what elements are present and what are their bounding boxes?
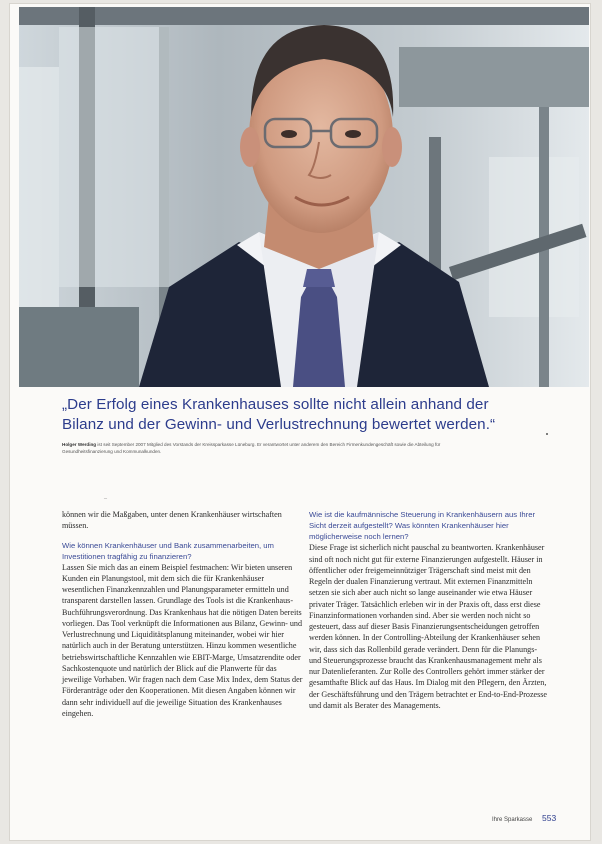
- quote-line-1: „Der Erfolg eines Krankenhauses sollte nicht allein anhand der: [62, 396, 489, 413]
- separator-mark: –: [104, 496, 107, 502]
- right-column: [309, 509, 551, 711]
- caption-name: Holger Werding: [62, 442, 97, 447]
- left-body: Lassen Sie mich das an einem Beispiel festmachen: Wir bieten unseren Kunden ein Planungstool, mit dem sich die für Krankenhäuser wesentlichen Finanzkennzahlen und Planungsparameter ermitteln und transparent darstellen lassen. Grundlage des Tools ist die Krankenhaus-Buchführungsverordnung. Das Krankenhaus hat die nötigen Daten bereits vorliegen. Das Tool verknüpft die Informationen aus Bilanz, Gewinn- und Verlustrechnung und Liquiditätsplanung miteinander, wobei wir hier natürlich auch in der Beratung unterstützen. Hinzu kommen wesentliche betriebswirtschaftliche Kennzahlen wie EBIT-Marge, Umsatzrendite oder Sachkostenquote und natürlich der Blick auf die Planwerte für das jeweilige Vorhaben. Wir fragen nach dem Case Mix Index, dem Status der Förderanträge oder den Kooperationen. Mit diesen Angaben können wir dann sehr individuell auf die jeweilige Situation des Krankenhauses eingehen.: [62, 562, 303, 718]
- page-number: 553: [542, 813, 557, 823]
- photo-caption: [62, 441, 482, 455]
- left-column: [62, 509, 304, 719]
- portrait-illustration: [19, 7, 589, 387]
- left-intro: können wir die Maßgaben, unter denen Krankenhäuser wirtschaften müssen.: [62, 510, 282, 531]
- caption-text: ist seit September 2007 Mitglied des Vorstands der Kreissparkasse Lüneburg. Er verantwortet unter anderem den Bereich Firmenkundengeschäft sowie die Abteilung für Gesundheitsfinanzierung und Kommunalkunden.: [62, 442, 441, 454]
- decorative-dot: [546, 433, 548, 435]
- portrait-photo: [19, 7, 589, 387]
- page-footer: [492, 813, 556, 823]
- quote-line-2: Bilanz und der Gewinn- und Verlustrechnung bewertet werden.“: [62, 416, 496, 433]
- left-question: Wie können Krankenhäuser und Bank zusammenarbeiten, um Investitionen tragfähig zu finanzieren?: [62, 540, 274, 561]
- right-question: Wie ist die kaufmännische Steuerung in Krankenhäusern aus Ihrer Sicht derzeit aufgestellt? Was könnten Krankenhäuser hier möglicherweise noch lernen?: [309, 510, 536, 542]
- right-body: Diese Frage ist sicherlich nicht pauschal zu beantworten. Krankenhäuser sind oft noch nicht gut für externe Finanzierungen aufgestellt. Häuser in öffentlicher oder freigemeinnütziger Trägerschaft sind meist mit den Regeln der dualen Finanzierung vertraut. Mit externen Finanzmitteln setzen sie sich aber auch nicht so lange auseinander wie etwa Häuser privater Träger. Tatsächlich erleben wir in der Praxis oft, dass erst diese Finanzinformationen vorhanden sind. Aber sie werden noch nicht so gesteuert, dass auf dieser Basis Finanzierungsentscheidungen getroffen werden können. In der Controlling-Abteilung der Krankenhäuser sehen wir, dass sich das Rollenbild gerade verändert. Denn für die Planungs- und Steuerungsprozesse braucht das Krankenhausmanagement mehr als nur Datenlieferanten. Zur Rolle des Controllers gehört immer stärker der gesamthafte Blick auf das Haus. Im Dialog mit den Pflegern, den Ärzten, der Geschäftsführung und den Trägern betrachtet er End-to-End-Prozesse und damit als Berater des Managements.: [309, 543, 548, 710]
- pull-quote: [62, 395, 562, 435]
- footer-label: Ihre Sparkasse: [492, 817, 533, 823]
